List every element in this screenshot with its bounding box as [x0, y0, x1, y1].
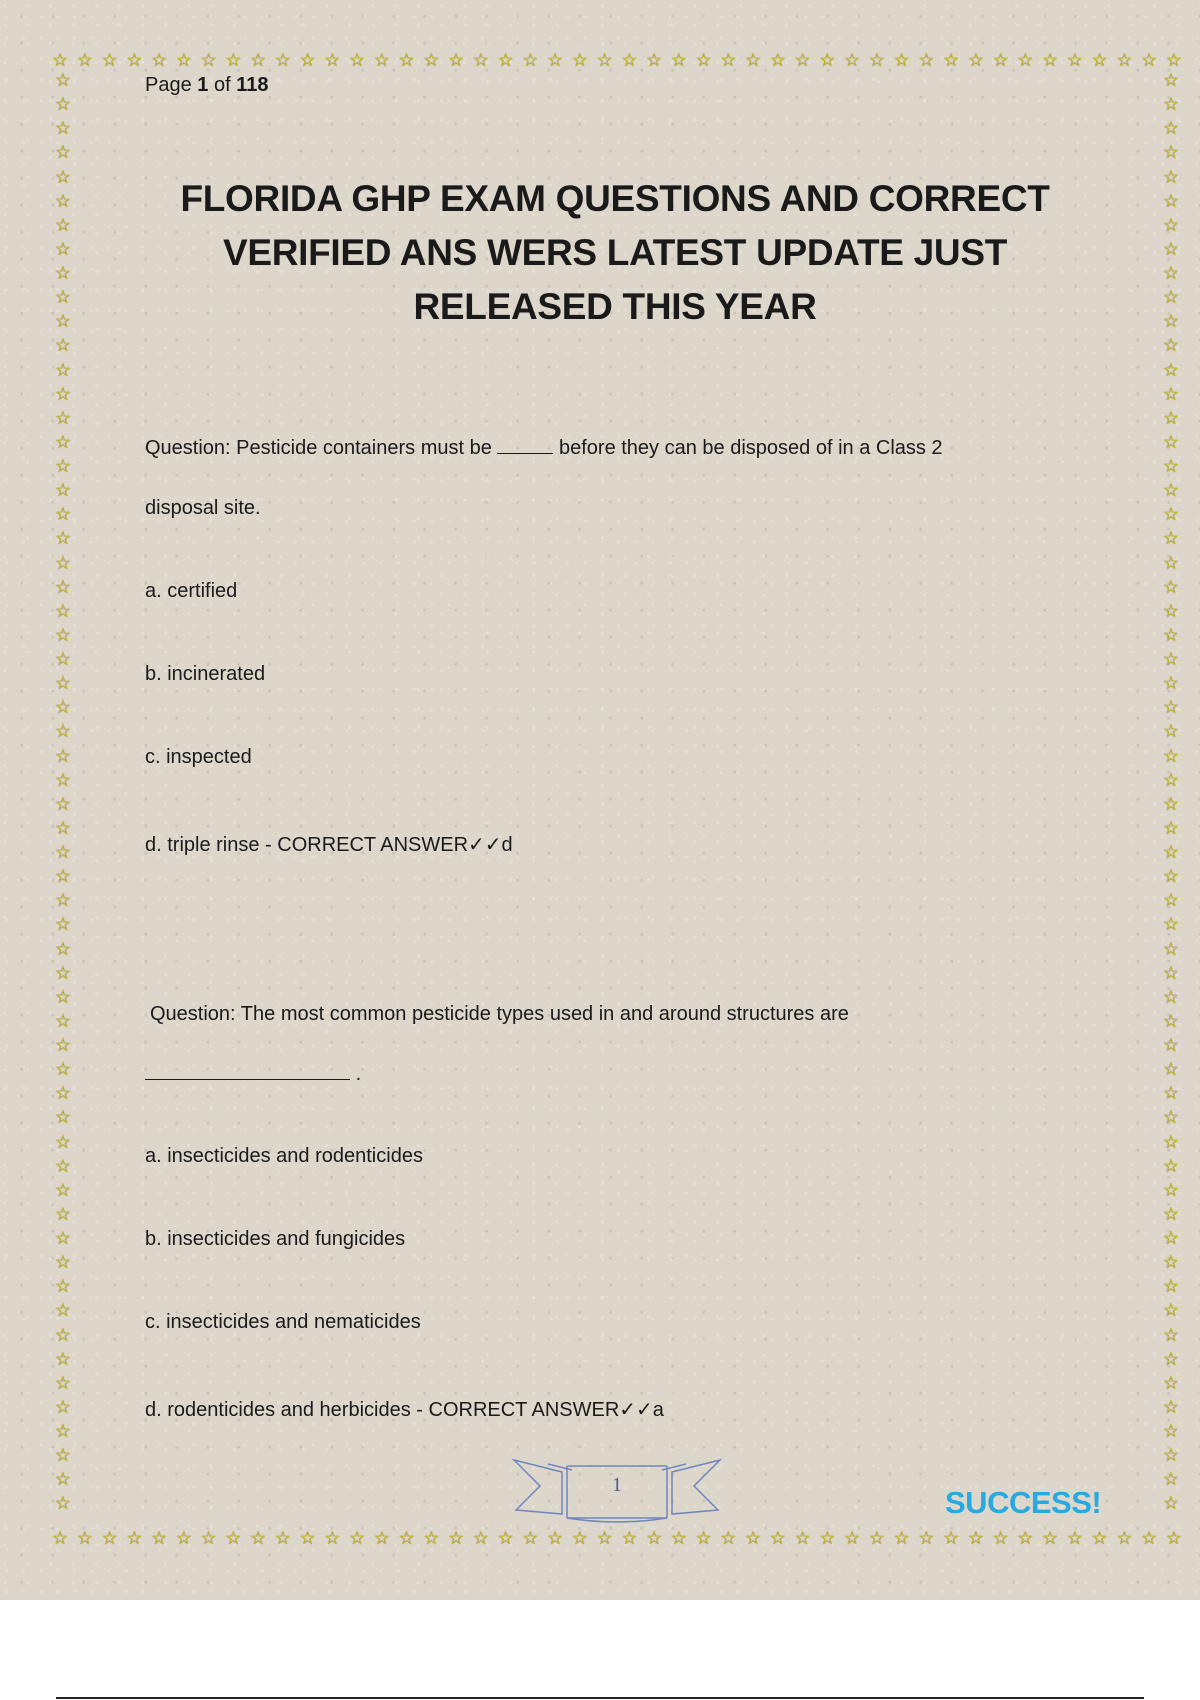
star-icon: ☆	[299, 1528, 316, 1549]
star-icon: ☆	[54, 793, 72, 815]
star-icon: ☆	[1162, 1469, 1180, 1491]
star-icon: ☆	[54, 1179, 72, 1201]
star-icon: ☆	[1162, 1059, 1180, 1081]
star-icon: ☆	[1162, 842, 1180, 863]
star-icon: ☆	[1141, 1528, 1158, 1549]
star-icon: ☆	[1116, 50, 1133, 71]
check-icon: ✓✓	[619, 1397, 653, 1421]
star-icon: ☆	[54, 649, 72, 670]
star-icon: ☆	[54, 576, 72, 598]
star-icon: ☆	[1162, 1203, 1180, 1225]
star-icon: ☆	[1116, 1528, 1133, 1549]
star-icon: ☆	[54, 1396, 72, 1418]
star-icon: ☆	[250, 50, 267, 71]
star-icon: ☆	[54, 311, 72, 333]
question-2-option-c: c. insecticides and nematicides	[145, 1311, 421, 1333]
star-icon: ☆	[596, 1528, 613, 1549]
star-icon: ☆	[992, 1528, 1009, 1549]
star-icon: ☆	[151, 1528, 168, 1549]
star-icon: ☆	[1162, 1300, 1180, 1322]
star-icon: ☆	[1162, 311, 1180, 333]
star-icon: ☆	[893, 1528, 910, 1549]
star-icon: ☆	[52, 1528, 69, 1549]
star-icon: ☆	[54, 1421, 72, 1442]
star-icon: ☆	[1162, 94, 1180, 116]
star-icon: ☆	[1162, 190, 1180, 212]
star-icon: ☆	[1017, 50, 1034, 71]
star-icon: ☆	[151, 50, 168, 71]
question-1-option-c: c. inspected	[145, 746, 252, 768]
star-icon: ☆	[274, 1528, 291, 1549]
page-indicator	[145, 74, 268, 97]
star-icon: ☆	[794, 50, 811, 71]
star-icon: ☆	[1162, 263, 1180, 284]
question-1-prompt	[145, 437, 943, 460]
star-icon: ☆	[76, 50, 93, 71]
question-2-option-d-text: d. rodenticides and herbicides - CORRECT ANSWER	[145, 1399, 620, 1421]
star-icon: ☆	[54, 769, 72, 791]
star-icon: ☆	[1162, 1155, 1180, 1177]
star-icon: ☆	[54, 528, 72, 550]
star-icon: ☆	[497, 1528, 514, 1549]
star-icon: ☆	[1162, 890, 1180, 912]
star-icon: ☆	[943, 50, 960, 71]
star-icon: ☆	[54, 287, 72, 309]
title-line-2: VERIFIED ANS WERS LATEST UPDATE JUST	[222, 232, 1008, 273]
star-icon: ☆	[1162, 383, 1180, 405]
star-icon: ☆	[1162, 287, 1180, 309]
question-1-option-d	[145, 832, 513, 857]
star-icon: ☆	[54, 1469, 72, 1491]
star-icon: ☆	[547, 1528, 564, 1549]
star-icon: ☆	[918, 1528, 935, 1549]
star-icon: ☆	[54, 70, 72, 91]
star-icon: ☆	[398, 1528, 415, 1549]
star-icon: ☆	[54, 1059, 72, 1081]
star-icon: ☆	[54, 359, 72, 381]
star-icon: ☆	[54, 480, 72, 502]
star-icon: ☆	[54, 1252, 72, 1274]
star-icon: ☆	[299, 50, 316, 71]
star-icon: ☆	[720, 50, 737, 71]
star-icon: ☆	[1017, 1528, 1034, 1549]
page-number: 1	[612, 1474, 622, 1496]
star-icon: ☆	[54, 1228, 72, 1249]
star-icon: ☆	[101, 1528, 118, 1549]
star-icon: ☆	[175, 1528, 192, 1549]
star-icon: ☆	[54, 1300, 72, 1322]
star-icon: ☆	[720, 1528, 737, 1549]
question-2-prompt: Question: The most common pesticide types used in and around structures are	[150, 1003, 849, 1025]
star-icon: ☆	[769, 50, 786, 71]
ribbon-banner-icon	[512, 1452, 722, 1524]
star-icon: ☆	[646, 1528, 663, 1549]
question-2-option-a: a. insecticides and rodenticides	[145, 1145, 423, 1167]
star-icon: ☆	[472, 1528, 489, 1549]
star-icon: ☆	[54, 1493, 72, 1515]
star-icon: ☆	[522, 1528, 539, 1549]
star-icon: ☆	[54, 986, 72, 1008]
star-icon: ☆	[967, 1528, 984, 1549]
star-icon: ☆	[1141, 50, 1158, 71]
star-icon: ☆	[76, 1528, 93, 1549]
star-icon: ☆	[175, 50, 192, 71]
star-icon: ☆	[54, 383, 72, 405]
star-icon: ☆	[448, 50, 465, 71]
star-icon: ☆	[1162, 407, 1180, 429]
question-2-option-d	[145, 1397, 664, 1422]
star-icon: ☆	[54, 1035, 72, 1056]
star-icon: ☆	[745, 50, 762, 71]
star-icon: ☆	[943, 1528, 960, 1549]
star-icon: ☆	[54, 431, 72, 453]
star-icon: ☆	[1162, 1010, 1180, 1032]
star-icon: ☆	[1042, 1528, 1059, 1549]
star-icon: ☆	[695, 50, 712, 71]
star-icon: ☆	[225, 50, 242, 71]
star-icon: ☆	[54, 552, 72, 574]
star-icon: ☆	[54, 1372, 72, 1394]
star-icon: ☆	[1165, 1528, 1182, 1549]
star-icon: ☆	[54, 673, 72, 695]
star-icon: ☆	[695, 1528, 712, 1549]
star-icon: ☆	[52, 50, 69, 71]
star-icon: ☆	[1162, 1421, 1180, 1442]
star-icon: ☆	[349, 1528, 366, 1549]
star-icon: ☆	[992, 50, 1009, 71]
star-icon: ☆	[1162, 986, 1180, 1008]
star-icon: ☆	[547, 50, 564, 71]
star-icon: ☆	[670, 50, 687, 71]
answer-blank	[497, 453, 553, 454]
star-icon: ☆	[54, 1276, 72, 1298]
star-border-bottom	[52, 1528, 1182, 1550]
star-icon: ☆	[1162, 938, 1180, 960]
star-icon: ☆	[769, 1528, 786, 1549]
star-icon: ☆	[54, 721, 72, 743]
question-2-blank-end: .	[355, 1063, 362, 1085]
star-icon: ☆	[844, 1528, 861, 1549]
star-icon: ☆	[1066, 1528, 1083, 1549]
answer-blank	[145, 1061, 350, 1080]
page-current: 1	[197, 74, 209, 96]
star-icon: ☆	[1162, 142, 1180, 164]
question-2-option-b: b. insecticides and fungicides	[145, 1228, 406, 1250]
star-icon: ☆	[1162, 673, 1180, 695]
star-icon: ☆	[893, 50, 910, 71]
star-icon: ☆	[200, 1528, 217, 1549]
star-icon: ☆	[1162, 214, 1180, 236]
star-icon: ☆	[250, 1528, 267, 1549]
star-icon: ☆	[1162, 1276, 1180, 1298]
star-icon: ☆	[1042, 50, 1059, 71]
star-icon: ☆	[472, 50, 489, 71]
star-icon: ☆	[646, 50, 663, 71]
question-1-option-d-text: d. triple rinse - CORRECT ANSWER	[145, 834, 469, 856]
star-icon: ☆	[1162, 504, 1180, 526]
star-icon: ☆	[54, 118, 72, 140]
star-icon: ☆	[1162, 1131, 1180, 1153]
star-icon: ☆	[398, 50, 415, 71]
question-1-option-a: a. certified	[145, 580, 238, 602]
star-icon: ☆	[54, 697, 72, 719]
question-1-prompt-line2: disposal site.	[145, 497, 261, 519]
star-icon: ☆	[1162, 769, 1180, 791]
star-icon: ☆	[324, 50, 341, 71]
star-icon: ☆	[1162, 914, 1180, 936]
star-icon: ☆	[1162, 1035, 1180, 1056]
star-icon: ☆	[819, 50, 836, 71]
star-icon: ☆	[1162, 1228, 1180, 1249]
star-icon: ☆	[621, 50, 638, 71]
title-line-1: FLORIDA GHP EXAM QUESTIONS AND CORRECT	[180, 178, 1050, 219]
star-icon: ☆	[1162, 335, 1180, 357]
star-icon: ☆	[621, 1528, 638, 1549]
star-icon: ☆	[1162, 480, 1180, 502]
star-icon: ☆	[868, 1528, 885, 1549]
star-icon: ☆	[1162, 721, 1180, 743]
star-icon: ☆	[1162, 649, 1180, 670]
star-border-right	[1160, 72, 1182, 1514]
star-icon: ☆	[423, 1528, 440, 1549]
star-icon: ☆	[1162, 1445, 1180, 1467]
star-icon: ☆	[54, 94, 72, 116]
star-icon: ☆	[670, 1528, 687, 1549]
star-icon: ☆	[1162, 962, 1180, 984]
star-icon: ☆	[54, 938, 72, 960]
star-icon: ☆	[126, 50, 143, 71]
star-icon: ☆	[423, 50, 440, 71]
star-icon: ☆	[1162, 1252, 1180, 1274]
star-icon: ☆	[54, 962, 72, 984]
star-icon: ☆	[54, 914, 72, 936]
star-icon: ☆	[324, 1528, 341, 1549]
star-icon: ☆	[1162, 1179, 1180, 1201]
star-icon: ☆	[1162, 1324, 1180, 1346]
question-1-prompt-end: before they can be disposed of in a Class 2	[558, 437, 943, 459]
star-icon: ☆	[54, 890, 72, 912]
star-icon: ☆	[54, 142, 72, 164]
star-icon: ☆	[225, 1528, 242, 1549]
star-icon: ☆	[1162, 817, 1180, 839]
star-icon: ☆	[1162, 1493, 1180, 1515]
star-icon: ☆	[1162, 166, 1180, 188]
star-border-left	[52, 72, 74, 1514]
document-title	[120, 172, 1110, 334]
star-icon: ☆	[522, 50, 539, 71]
star-icon: ☆	[1066, 50, 1083, 71]
star-icon: ☆	[819, 1528, 836, 1549]
star-icon: ☆	[54, 817, 72, 839]
star-icon: ☆	[54, 1107, 72, 1129]
star-icon: ☆	[1162, 359, 1180, 381]
star-icon: ☆	[54, 842, 72, 863]
star-icon: ☆	[1165, 50, 1182, 71]
star-icon: ☆	[571, 1528, 588, 1549]
star-icon: ☆	[1162, 238, 1180, 260]
star-icon: ☆	[1162, 1107, 1180, 1129]
star-icon: ☆	[101, 50, 118, 71]
star-icon: ☆	[54, 1445, 72, 1467]
star-icon: ☆	[1162, 528, 1180, 550]
star-icon: ☆	[54, 263, 72, 284]
star-icon: ☆	[126, 1528, 143, 1549]
star-icon: ☆	[54, 214, 72, 236]
star-icon: ☆	[1091, 50, 1108, 71]
success-text: SUCCESS!	[945, 1485, 1102, 1520]
star-icon: ☆	[54, 1324, 72, 1346]
star-icon: ☆	[1162, 1348, 1180, 1370]
star-icon: ☆	[274, 50, 291, 71]
star-icon: ☆	[54, 600, 72, 622]
star-icon: ☆	[1162, 431, 1180, 453]
star-icon: ☆	[54, 1010, 72, 1032]
page-of: of	[213, 74, 231, 96]
star-icon: ☆	[54, 456, 72, 477]
star-icon: ☆	[54, 745, 72, 767]
star-icon: ☆	[448, 1528, 465, 1549]
star-icon: ☆	[54, 238, 72, 260]
star-icon: ☆	[1162, 552, 1180, 574]
star-icon: ☆	[54, 504, 72, 526]
star-icon: ☆	[54, 1348, 72, 1370]
star-icon: ☆	[1162, 866, 1180, 888]
star-icon: ☆	[373, 50, 390, 71]
star-icon: ☆	[1162, 697, 1180, 719]
check-icon: ✓✓	[468, 832, 502, 856]
star-icon: ☆	[54, 1155, 72, 1177]
star-icon: ☆	[967, 50, 984, 71]
star-icon: ☆	[200, 50, 217, 71]
star-icon: ☆	[1091, 1528, 1108, 1549]
question-2-answer-letter: a	[652, 1399, 664, 1421]
title-line-3: RELEASED THIS YEAR	[413, 286, 817, 327]
star-icon: ☆	[1162, 118, 1180, 140]
star-icon: ☆	[596, 50, 613, 71]
star-icon: ☆	[54, 190, 72, 212]
star-icon: ☆	[1162, 576, 1180, 598]
page-total: 118	[236, 74, 269, 96]
bottom-divider	[56, 1697, 1144, 1699]
star-icon: ☆	[1162, 745, 1180, 767]
star-icon: ☆	[1162, 1372, 1180, 1394]
star-icon: ☆	[794, 1528, 811, 1549]
star-icon: ☆	[1162, 70, 1180, 91]
star-icon: ☆	[54, 866, 72, 888]
star-icon: ☆	[497, 50, 514, 71]
star-icon: ☆	[54, 1203, 72, 1225]
star-icon: ☆	[54, 335, 72, 357]
star-border-top	[52, 50, 1182, 72]
star-icon: ☆	[745, 1528, 762, 1549]
star-icon: ☆	[1162, 456, 1180, 477]
question-1-prompt-start: Question: Pesticide containers must be	[145, 437, 492, 459]
question-1-option-b: b. incinerated	[145, 663, 266, 685]
star-icon: ☆	[54, 1083, 72, 1105]
star-icon: ☆	[1162, 1083, 1180, 1105]
star-icon: ☆	[1162, 1396, 1180, 1418]
question-1-answer-letter: d	[501, 834, 513, 856]
star-icon: ☆	[1162, 600, 1180, 622]
star-icon: ☆	[54, 624, 72, 646]
star-icon: ☆	[918, 50, 935, 71]
star-icon: ☆	[54, 407, 72, 429]
page-label: Page	[145, 74, 192, 96]
question-2-blank-line	[145, 1061, 361, 1086]
star-icon: ☆	[349, 50, 366, 71]
star-icon: ☆	[868, 50, 885, 71]
star-icon: ☆	[844, 50, 861, 71]
star-icon: ☆	[373, 1528, 390, 1549]
star-icon: ☆	[54, 1131, 72, 1153]
star-icon: ☆	[571, 50, 588, 71]
star-icon: ☆	[54, 166, 72, 188]
star-icon: ☆	[1162, 793, 1180, 815]
star-icon: ☆	[1162, 624, 1180, 646]
